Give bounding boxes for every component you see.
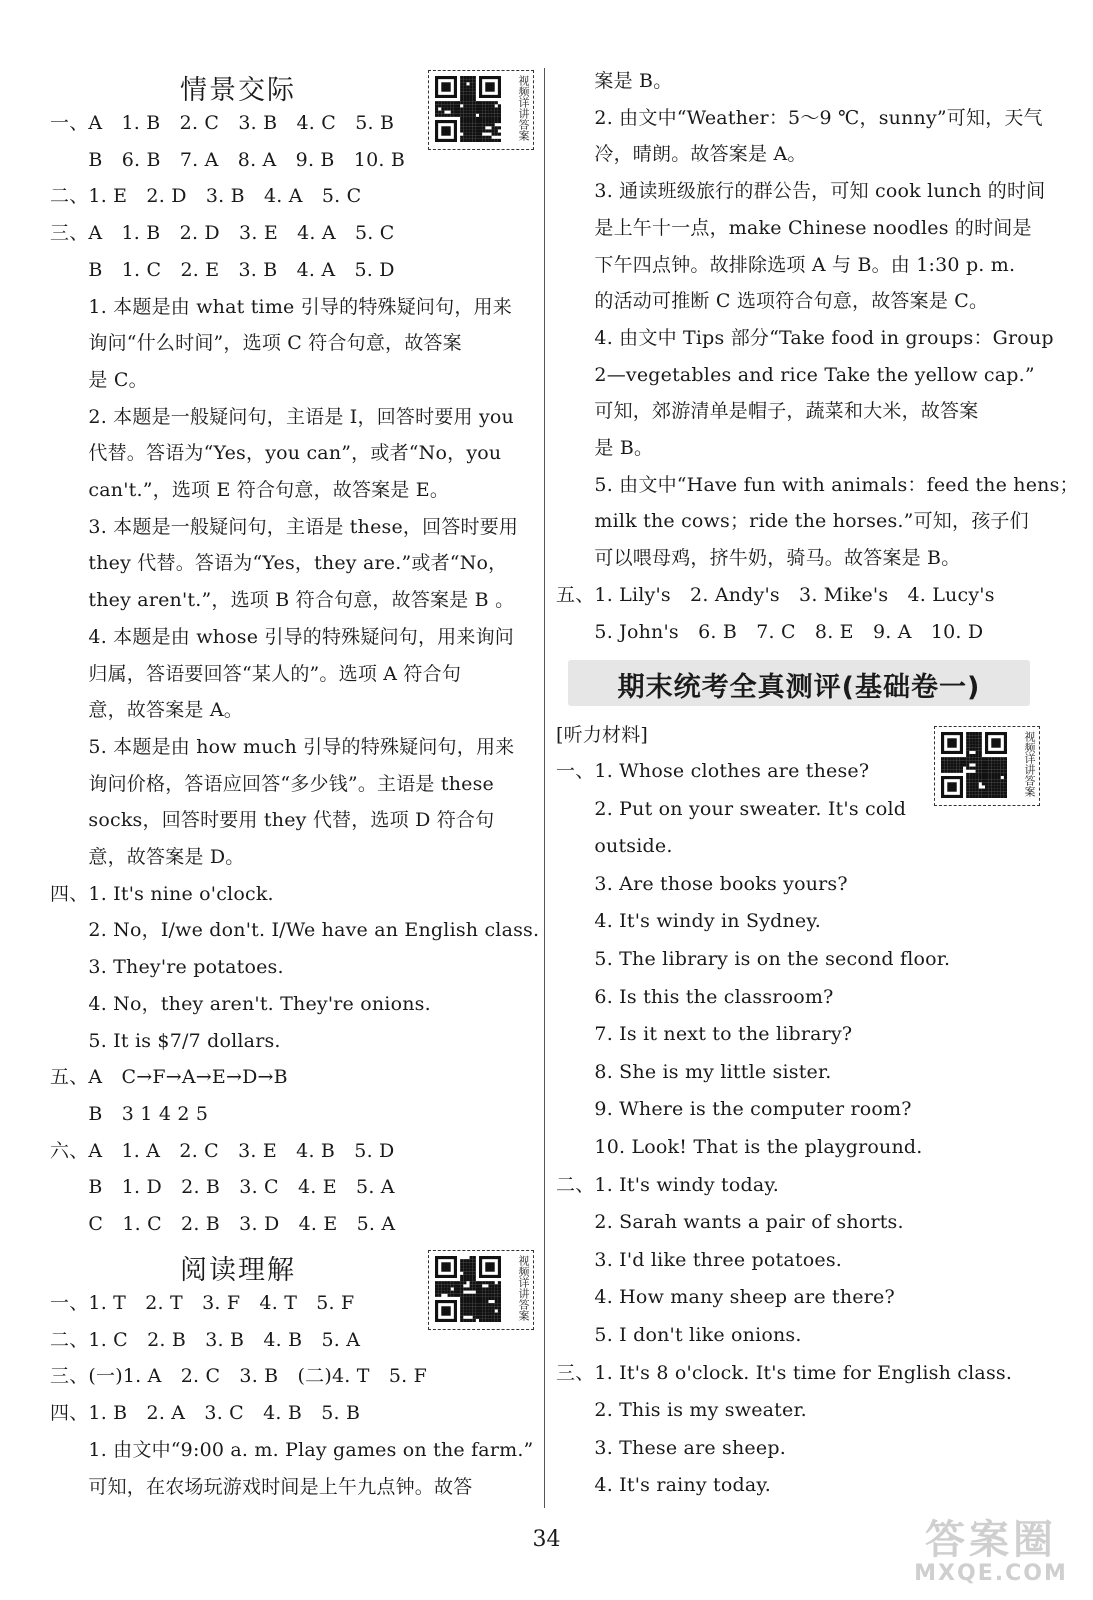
- text-line: 3. I'd like three potatoes.: [556, 1248, 843, 1271]
- text-line: 可知，郊游清单是帽子，蔬菜和大米，故答案: [556, 400, 979, 423]
- text-line: 4. No，they aren't. They're onions.: [50, 992, 431, 1015]
- text-line: 四、1. B 2. A 3. C 4. B 5. B: [50, 1402, 361, 1425]
- text-line: 3. 通读班级旅行的群公告，可知 cook lunch 的时间: [556, 180, 1046, 203]
- text-line: 一、1. T 2. T 3. F 4. T 5. F: [50, 1292, 355, 1314]
- text-line: 2. 本题是一般疑问句，主语是 I，回答时要用 you: [50, 405, 514, 428]
- text-line: 9. Where is the computer room?: [556, 1098, 912, 1121]
- text-line: 四、1. It's nine o'clock.: [50, 882, 274, 905]
- text-line: 代替。答语为“Yes，you can”，或者“No，you: [50, 442, 502, 465]
- watermark: [911, 1518, 1071, 1590]
- text-line: 10. Look! That is the playground.: [556, 1136, 923, 1158]
- text-line: 一、1. Whose clothes are these?: [556, 760, 870, 782]
- qr-code-icon: [435, 1256, 501, 1322]
- text-line: 5. I don't like onions.: [556, 1324, 802, 1346]
- text-line: 5. The library is on the second floor.: [556, 948, 951, 970]
- text-line: B 1. C 2. E 3. B 4. A 5. D: [50, 258, 395, 281]
- text-line: 5. It is $7/7 dollars.: [50, 1029, 281, 1052]
- qr-code-3[interactable]: [934, 726, 1040, 806]
- text-line: 询问价格，答语应回答“多少钱”。主语是 these: [50, 772, 494, 795]
- text-line: 7. Is it next to the library?: [556, 1023, 853, 1046]
- text-line: 3. 本题是一般疑问句，主语是 these，回答时要用: [50, 515, 519, 538]
- text-line: B 1. D 2. B 3. C 4. E 5. A: [50, 1176, 395, 1199]
- text-line: 冷，晴朗。故答案是 A。: [556, 143, 807, 166]
- text-line: 五、1. Lily's 2. Andy's 3. Mike's 4. Lucy's: [556, 583, 995, 606]
- text-line: 是上午十一点，make Chinese noodles 的时间是: [556, 216, 1032, 239]
- qr-caption: 视频详讲答案: [1023, 731, 1036, 797]
- qr-code-icon: [435, 76, 501, 142]
- qr-caption: 视频详讲答案: [517, 75, 530, 141]
- qr-code-2[interactable]: [428, 1250, 534, 1330]
- text-line: 1. 由文中“9:00 a. m. Play games on the farm.”: [50, 1438, 534, 1461]
- text-line: 询问“什么时间”，选项 C 符合句意，故答案: [50, 332, 462, 355]
- section-title-situational: 情景交际: [180, 75, 296, 106]
- text-line: 下午四点钟。故排除选项 A 与 B。由 1:30 p. m.: [556, 253, 1016, 276]
- exam-banner: [568, 660, 1030, 706]
- text-line: milk the cows；ride the horses.”可知，孩子们: [556, 510, 1029, 533]
- watermark-line1: 答案圈: [925, 1517, 1057, 1563]
- text-line: 5. 由文中“Have fun with animals：feed the hens；: [556, 473, 1079, 496]
- text-line: 五、A C→F→A→E→D→B: [50, 1066, 288, 1089]
- qr-caption: 视频详讲答案: [517, 1255, 530, 1321]
- column-divider: [544, 68, 545, 1508]
- left-column: [0, 0, 545, 1520]
- qr-code-1[interactable]: [428, 70, 534, 150]
- text-line: 4. How many sheep are there?: [556, 1286, 895, 1309]
- text-line: 2. This is my sweater.: [556, 1399, 807, 1422]
- text-line: socks，回答时要用 they 代替，选项 D 符合句: [50, 809, 495, 832]
- text-line: 2. 由文中“Weather：5～9 ℃，sunny”可知，天气: [556, 106, 1043, 129]
- text-line: 1. 本题是由 what time 引导的特殊疑问句，用来: [50, 295, 512, 318]
- text-line: 案是 B。: [556, 70, 673, 92]
- text-line: 可以喂母鸡，挤牛奶，骑马。故答案是 B。: [556, 547, 961, 570]
- text-line: 一、A 1. B 2. C 3. B 4. C 5. B: [50, 112, 395, 134]
- text-line: they aren't.”，选项 B 符合句意，故答案是 B 。: [50, 589, 515, 612]
- text-line: 的活动可推断 C 选项符合句意，故答案是 C。: [556, 290, 989, 313]
- text-line: 3. These are sheep.: [556, 1436, 786, 1459]
- text-line: 2. No，I/we don't. I/We have an English class.: [50, 919, 540, 942]
- text-line: B 6. B 7. A 8. A 9. B 10. B: [50, 148, 406, 171]
- text-line: 三、1. It's 8 o'clock. It's time for English class.: [556, 1361, 1013, 1384]
- text-line: outside.: [556, 835, 673, 858]
- qr-code-icon: [941, 732, 1007, 798]
- text-line: 4. 由文中 Tips 部分“Take food in groups：Group: [556, 326, 1054, 349]
- text-line: 2. Put on your sweater. It's cold: [556, 797, 907, 820]
- text-line: 意，故答案是 A。: [50, 699, 243, 722]
- text-line: 二、1. E 2. D 3. B 4. A 5. C: [50, 185, 362, 208]
- page-number: 34: [532, 1527, 561, 1552]
- text-line: 6. Is this the classroom?: [556, 985, 834, 1008]
- listening-label: [听力材料]: [556, 724, 649, 746]
- exam-banner-title: 期末统考全真测评(基础卷一): [617, 672, 981, 703]
- text-line: 可知，在农场玩游戏时间是上午九点钟。故答: [50, 1475, 473, 1498]
- text-line: 8. She is my little sister.: [556, 1060, 832, 1083]
- text-line: 二、1. C 2. B 3. B 4. B 5. A: [50, 1328, 361, 1351]
- text-line: B 3 1 4 2 5: [50, 1102, 209, 1125]
- text-line: 3. Are those books yours?: [556, 872, 848, 895]
- text-line: 三、(一)1. A 2. C 3. B (二)4. T 5. F: [50, 1365, 427, 1388]
- watermark-line2: MXQE.COM: [914, 1561, 1068, 1586]
- section-title-reading: 阅读理解: [180, 1255, 296, 1286]
- text-line: 4. It's rainy today.: [556, 1474, 772, 1497]
- text-line: 5. John's 6. B 7. C 8. E 9. A 10. D: [556, 620, 984, 643]
- text-line: 3. They're potatoes.: [50, 956, 284, 979]
- text-line: 4. It's windy in Sydney.: [556, 910, 822, 933]
- text-line: 2—vegetables and rice Take the yellow cap.”: [556, 363, 1035, 386]
- text-line: 4. 本题是由 whose 引导的特殊疑问句，用来询问: [50, 625, 514, 648]
- text-line: 是 C。: [50, 368, 148, 391]
- text-line: can't.”，选项 E 符合句意，故答案是 E。: [50, 479, 450, 501]
- text-line: they 代替。答语为“Yes，they are.”或者“No，: [50, 552, 508, 575]
- text-line: 5. 本题是由 how much 引导的特殊疑问句，用来: [50, 735, 515, 758]
- text-line: 归属，答语要回答“某人的”。选项 A 符合句: [50, 662, 462, 685]
- text-line: 意，故答案是 D。: [50, 846, 245, 868]
- text-line: 2. Sarah wants a pair of shorts.: [556, 1211, 904, 1234]
- text-line: 是 B。: [556, 437, 654, 459]
- text-line: 二、1. It's windy today.: [556, 1173, 780, 1196]
- text-line: C 1. C 2. B 3. D 4. E 5. A: [50, 1213, 396, 1235]
- text-line: 三、A 1. B 2. D 3. E 4. A 5. C: [50, 222, 395, 245]
- text-line: 六、A 1. A 2. C 3. E 4. B 5. D: [50, 1139, 395, 1162]
